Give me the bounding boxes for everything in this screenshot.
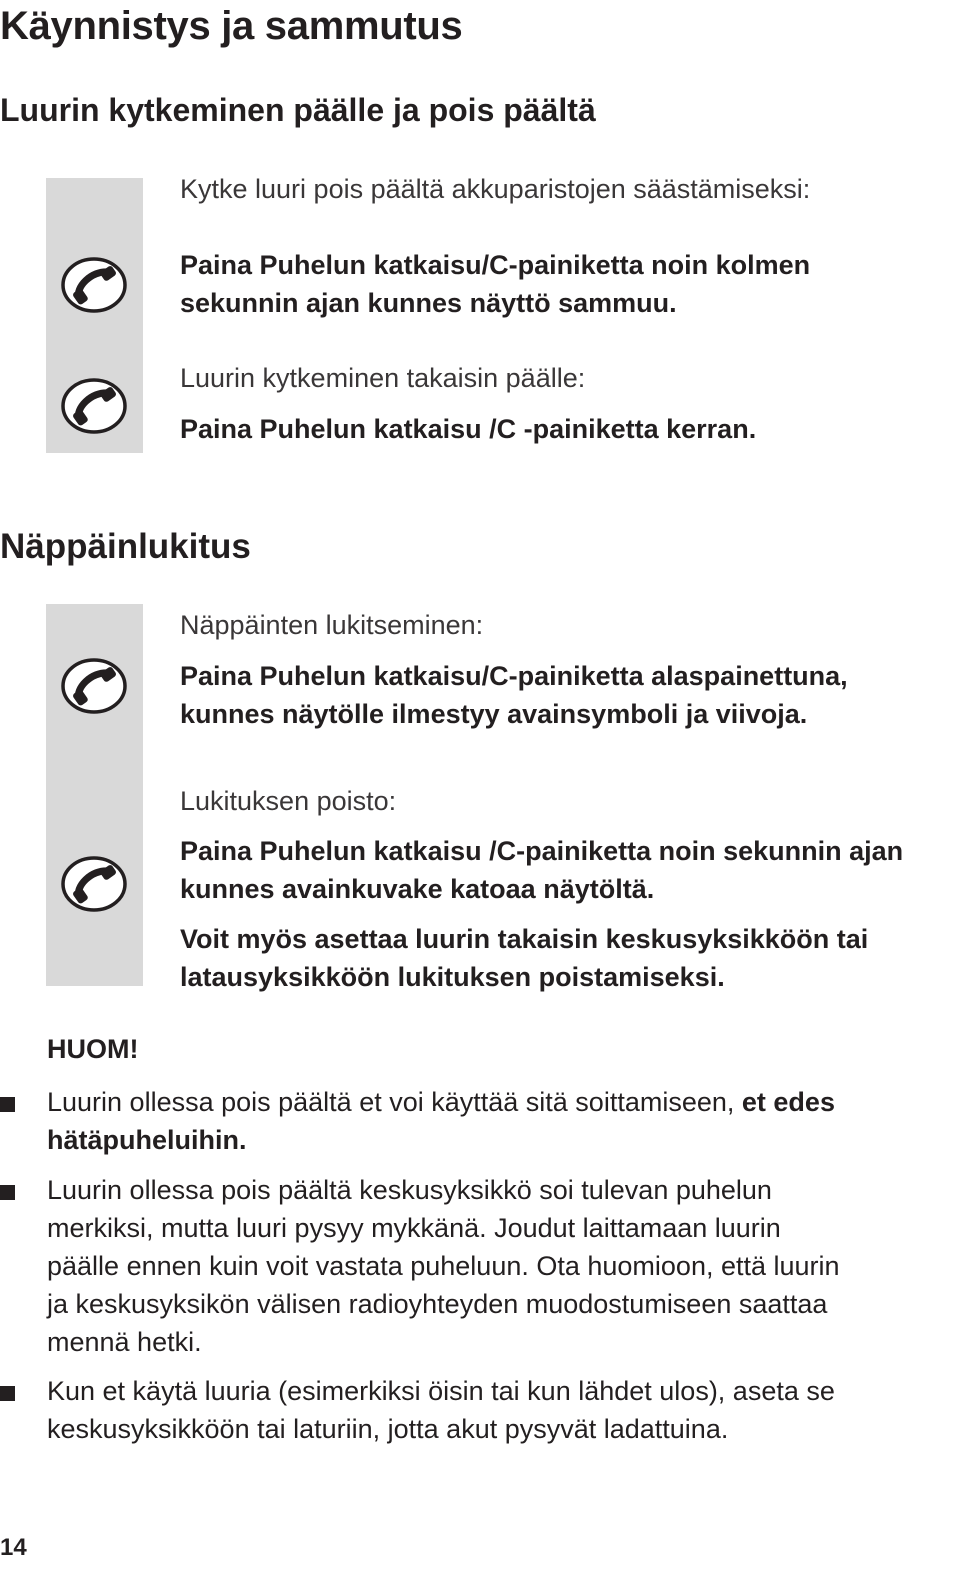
end-call-icon [61,855,127,913]
lock-step-line1: Paina Puhelun katkaisu/C-painiketta alaspainettuna, [180,661,848,691]
power-off-intro: Kytke luuri pois päältä akkuparistojen säästämiseksi: [180,174,811,204]
note-bullet-2-line5: mennä hetki. [47,1327,202,1357]
unlock-alt-line2: latausyksikköön lukituksen poistamiseksi. [180,962,725,992]
unlock-alt-line1: Voit myös asettaa luurin takaisin keskusyksikköön tai [180,924,869,954]
note-bullet-2-line3: päälle ennen kuin voit vastata puheluun. Ota huomioon, että luurin [47,1251,840,1281]
page-number: 14 [0,1534,27,1561]
note-bullet-2-line2: merkiksi, mutta luuri pysyy mykkänä. Joudut laittamaan luurin [47,1213,781,1243]
bullet-marker [0,1386,15,1401]
note-bullet-3-line1: Kun et käytä luuria (esimerkiksi öisin tai kun lähdet ulos), aseta se [47,1376,835,1406]
lock-intro: Näppäinten lukitseminen: [180,610,484,640]
note-bullet-1-text: Luurin ollessa pois päältä et voi käyttää sitä soittamiseen, [47,1087,735,1117]
note-bullet-1-line1 [47,1083,835,1121]
end-call-icon [61,256,127,314]
lock-step-line2: kunnes näytölle ilmestyy avainsymboli ja viivoja. [180,699,808,729]
power-on-intro: Luurin kytkeminen takaisin päälle: [180,363,586,393]
bullet-marker [0,1185,15,1200]
note-bullet-2-line4: ja keskusyksikön välisen radioyhteyden muodostumiseen saattaa [47,1289,828,1319]
note-bullet-3-line2: keskusyksikköön tai laturiin, jotta akut pysyvät ladattuina. [47,1414,729,1444]
page-title: Käynnistys ja sammutus [0,4,463,48]
section-heading-power: Luurin kytkeminen päälle ja pois päältä [0,92,596,128]
note-bullet-1-line2: hätäpuheluihin. [47,1125,247,1155]
unlock-intro: Lukituksen poisto: [180,786,397,816]
power-off-step-line2: sekunnin ajan kunnes näyttö sammuu. [180,288,677,318]
unlock-step-line2: kunnes avainkuvake katoaa näytöltä. [180,874,655,904]
power-on-step: Paina Puhelun katkaisu /C -painiketta kerran. [180,414,757,444]
bullet-marker [0,1097,15,1112]
note-bullet-1-emphasis: et edes [741,1087,835,1117]
end-call-icon [61,377,127,435]
power-off-step-line1: Paina Puhelun katkaisu/C-painiketta noin kolmen [180,250,811,280]
end-call-icon [61,657,127,715]
note-bullet-2-line1: Luurin ollessa pois päältä keskusyksikkö soi tulevan puhelun [47,1175,772,1205]
section-heading-keylock: Näppäinlukitus [0,527,251,566]
unlock-step-line1: Paina Puhelun katkaisu /C-painiketta noin sekunnin ajan [180,836,904,866]
note-heading: HUOM! [47,1034,139,1064]
